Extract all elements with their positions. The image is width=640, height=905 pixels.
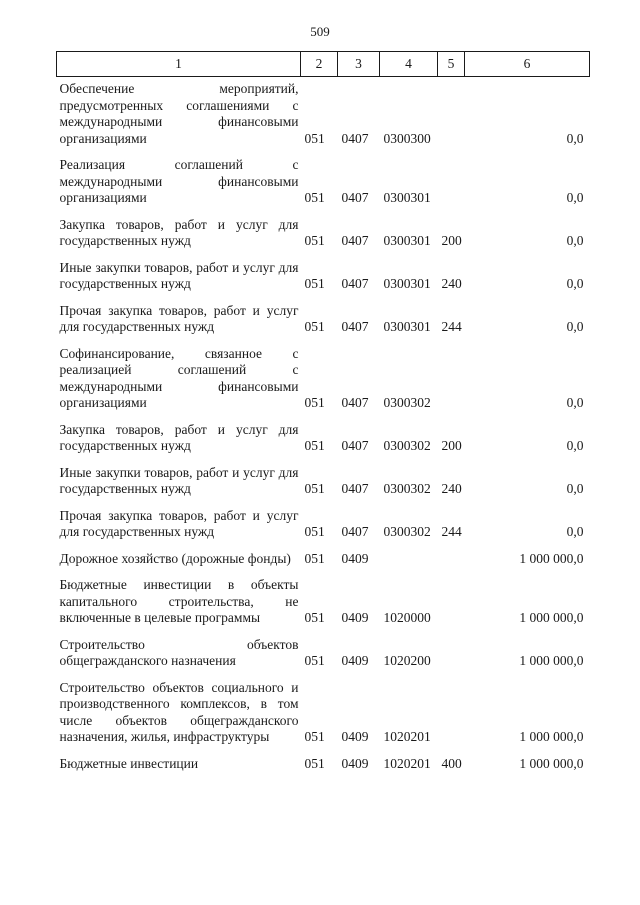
- row-expense-type: [438, 670, 465, 746]
- table-body: [57, 77, 590, 773]
- row-target-code: 0300301: [383, 319, 431, 334]
- row-amount: 1 000 000,0: [519, 755, 584, 771]
- row-amount: 0,0: [566, 395, 584, 410]
- table-row: [57, 670, 590, 746]
- row-org-code: 051: [304, 550, 325, 566]
- row-expense-type: 400: [441, 755, 462, 771]
- row-amount: 0,0: [566, 276, 584, 291]
- table-row: [57, 567, 590, 627]
- row-name: Закупка товаров, работ и услуг для государственных нужд: [59, 216, 299, 248]
- table-row: [57, 207, 590, 250]
- row-section-code: 0407: [341, 233, 369, 248]
- row-org-code: 051: [304, 438, 325, 453]
- header-col-4: 4: [380, 52, 438, 77]
- budget-table: [56, 51, 590, 772]
- row-section-code: 0409: [341, 755, 369, 771]
- row-target-code: 1020201: [383, 755, 431, 771]
- table-row: [57, 412, 590, 455]
- row-amount: 0,0: [566, 233, 584, 248]
- row-amount: 0,0: [566, 190, 584, 205]
- row-target-code: 1020201: [383, 729, 431, 744]
- row-target-code: 0300302: [383, 438, 431, 453]
- row-amount: 1 000 000,0: [519, 610, 584, 625]
- row-expense-type: [438, 627, 465, 670]
- row-section-code: 0407: [341, 130, 369, 146]
- row-expense-type: [438, 147, 465, 207]
- row-target-code: 0300300: [383, 130, 431, 146]
- row-section-code: 0407: [341, 276, 369, 291]
- row-name: Софинансирование, связанное с реализацией соглашений с международными финансовыми организациями: [59, 345, 299, 410]
- row-section-code: 0407: [341, 319, 369, 334]
- row-target-code: 0300302: [383, 524, 431, 539]
- row-expense-type: 244: [441, 524, 462, 539]
- table-row: [57, 336, 590, 412]
- row-org-code: 051: [304, 319, 325, 334]
- row-amount: 0,0: [566, 524, 584, 539]
- header-col-1: 1: [57, 52, 301, 77]
- row-org-code: 051: [304, 481, 325, 496]
- row-expense-type: 240: [441, 481, 462, 496]
- table-row: [57, 250, 590, 293]
- row-target-code: [380, 541, 438, 568]
- row-org-code: 051: [304, 610, 325, 625]
- row-section-code: 0407: [341, 190, 369, 205]
- row-org-code: 051: [304, 653, 325, 668]
- page-number: 509: [310, 24, 330, 39]
- row-amount: 0,0: [566, 319, 584, 334]
- row-target-code: 0300301: [383, 276, 431, 291]
- row-expense-type: [438, 336, 465, 412]
- row-name: Дорожное хозяйство (дорожные фонды): [59, 550, 291, 566]
- row-amount: 0,0: [566, 438, 584, 453]
- row-org-code: 051: [304, 729, 325, 744]
- row-amount: 1 000 000,0: [519, 729, 584, 744]
- table-row: [57, 293, 590, 336]
- row-section-code: 0407: [341, 438, 369, 453]
- table-row: [57, 498, 590, 541]
- row-org-code: 051: [304, 130, 325, 146]
- row-name: Иные закупки товаров, работ и услуг для государственных нужд: [59, 259, 299, 291]
- header-col-6: 6: [465, 52, 590, 77]
- row-name: Иные закупки товаров, работ и услуг для государственных нужд: [59, 464, 299, 496]
- table-row: [57, 541, 590, 568]
- table-header: [57, 52, 590, 77]
- row-name: Бюджетные инвестиции в объекты капитального строительства, не включенные в целевые программы: [59, 577, 299, 625]
- table-row: [57, 746, 590, 773]
- row-org-code: 051: [304, 233, 325, 248]
- row-section-code: 0409: [341, 653, 369, 668]
- row-section-code: 0407: [341, 395, 369, 410]
- row-name: Реализация соглашений с международными финансовыми организациями: [59, 157, 299, 205]
- row-target-code: 1020000: [383, 610, 431, 625]
- row-amount: 0,0: [566, 130, 584, 146]
- row-org-code: 051: [304, 395, 325, 410]
- row-name: Прочая закупка товаров, работ и услуг для государственных нужд: [59, 507, 299, 539]
- table-row: [57, 627, 590, 670]
- header-col-3: 3: [338, 52, 380, 77]
- row-name: Обеспечение мероприятий, предусмотренных соглашениями с международными финансовыми организациями: [59, 81, 299, 146]
- row-expense-type: [438, 77, 465, 148]
- row-expense-type: 244: [441, 319, 462, 334]
- row-target-code: 0300302: [383, 395, 431, 410]
- row-org-code: 051: [304, 524, 325, 539]
- row-section-code: 0407: [341, 481, 369, 496]
- row-expense-type: 200: [441, 438, 462, 453]
- row-target-code: 0300302: [383, 481, 431, 496]
- table-row: [57, 147, 590, 207]
- row-name: Строительство объектов общегражданского назначения: [59, 636, 299, 668]
- table-row: [57, 77, 590, 148]
- row-org-code: 051: [304, 276, 325, 291]
- header-col-5: 5: [438, 52, 465, 77]
- row-amount: 1 000 000,0: [519, 550, 584, 566]
- row-section-code: 0407: [341, 524, 369, 539]
- row-expense-type: 240: [441, 276, 462, 291]
- row-name: Закупка товаров, работ и услуг для государственных нужд: [59, 421, 299, 453]
- row-name: Прочая закупка товаров, работ и услуг для государственных нужд: [59, 302, 299, 334]
- row-target-code: 1020200: [383, 653, 431, 668]
- row-section-code: 0409: [341, 729, 369, 744]
- header-row: [57, 52, 590, 77]
- row-section-code: 0409: [341, 550, 369, 566]
- row-name: Бюджетные инвестиции: [59, 755, 199, 771]
- row-section-code: 0409: [341, 610, 369, 625]
- row-org-code: 051: [304, 190, 325, 205]
- row-target-code: 0300301: [383, 233, 431, 248]
- row-org-code: 051: [304, 755, 325, 771]
- row-target-code: 0300301: [383, 190, 431, 205]
- row-expense-type: [438, 567, 465, 627]
- row-expense-type: [438, 541, 465, 568]
- header-col-2: 2: [301, 52, 338, 77]
- row-name: Строительство объектов социального и производственного комплексов, в том числе объектов общегражданского назначения, жилья, инфраструктуры: [59, 679, 299, 744]
- row-amount: 0,0: [566, 481, 584, 496]
- table-row: [57, 455, 590, 498]
- row-expense-type: 200: [441, 233, 462, 248]
- row-amount: 1 000 000,0: [519, 653, 584, 668]
